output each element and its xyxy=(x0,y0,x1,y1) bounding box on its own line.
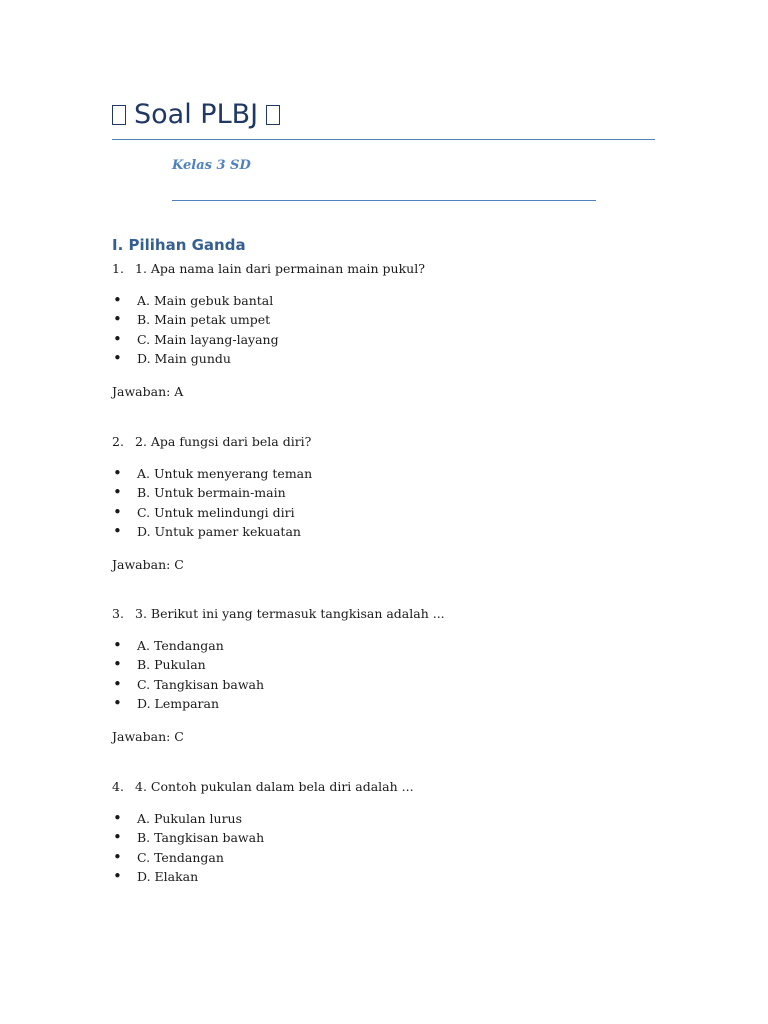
bullet-icon: • xyxy=(113,694,122,713)
section-heading: I. Pilihan Ganda xyxy=(112,236,246,254)
page-title-text: Soal PLBJ xyxy=(134,99,259,130)
bullet-icon: • xyxy=(113,502,122,521)
option-label: C. Tendangan xyxy=(137,849,224,865)
answer-text: Jawaban: A xyxy=(112,383,184,399)
question-4 xyxy=(112,777,672,886)
bullet-icon: • xyxy=(113,655,122,674)
option-item xyxy=(112,867,672,886)
bullet-icon: • xyxy=(113,867,122,886)
question-text: 2. Apa fungsi dari bela diri? xyxy=(135,433,312,449)
option-label: B. Pukulan xyxy=(137,657,206,673)
option-list xyxy=(112,809,672,886)
title-divider xyxy=(112,139,655,140)
option-label: B. Untuk bermain-main xyxy=(137,485,286,501)
bullet-icon: • xyxy=(113,349,122,368)
option-item xyxy=(112,828,672,847)
option-label: A. Untuk menyerang teman xyxy=(137,466,313,482)
option-item xyxy=(112,655,672,674)
bullet-icon: • xyxy=(113,464,122,483)
option-label: B. Tangkisan bawah xyxy=(137,830,265,846)
bullet-icon: • xyxy=(113,636,122,655)
option-item xyxy=(112,503,672,522)
option-item xyxy=(112,464,672,483)
bullet-icon: • xyxy=(113,310,122,329)
option-label: C. Main layang-layang xyxy=(137,331,279,347)
option-list xyxy=(112,464,672,541)
page-title xyxy=(112,96,655,134)
missing-glyph-icon xyxy=(266,105,280,125)
option-label: C. Tangkisan bawah xyxy=(137,676,265,692)
question-number: 1. xyxy=(112,260,124,276)
question-text: 3. Berikut ini yang termasuk tangkisan adalah ... xyxy=(135,605,445,621)
option-item xyxy=(112,310,672,329)
question-number: 3. xyxy=(112,605,124,621)
option-item xyxy=(112,694,672,713)
option-item xyxy=(112,809,672,828)
subtitle: Kelas 3 SD xyxy=(172,158,251,173)
missing-glyph-icon xyxy=(112,105,126,125)
bullet-icon: • xyxy=(113,329,122,348)
option-item xyxy=(112,522,672,541)
option-item xyxy=(112,848,672,867)
option-label: C. Untuk melindungi diri xyxy=(137,504,295,520)
question-line xyxy=(112,604,672,622)
option-item xyxy=(112,330,672,349)
option-label: D. Main gundu xyxy=(137,351,231,367)
option-label: B. Main petak umpet xyxy=(137,312,271,328)
question-text: 1. Apa nama lain dari permainan main pukul? xyxy=(135,260,425,276)
question-line xyxy=(112,259,672,277)
answer-text: Jawaban: C xyxy=(112,556,184,572)
option-item xyxy=(112,636,672,655)
bullet-icon: • xyxy=(113,522,122,541)
option-list xyxy=(112,291,672,368)
question-2 xyxy=(112,432,672,573)
question-number: 4. xyxy=(112,778,124,794)
bullet-icon: • xyxy=(113,828,122,847)
option-label: D. Elakan xyxy=(137,869,199,885)
bullet-icon: • xyxy=(113,847,122,866)
option-item xyxy=(112,291,672,310)
option-label: A. Pukulan lurus xyxy=(137,811,243,827)
option-label: A. Tendangan xyxy=(137,638,224,654)
question-1 xyxy=(112,259,672,400)
question-text: 4. Contoh pukulan dalam bela diri adalah ... xyxy=(135,778,414,794)
answer-text: Jawaban: C xyxy=(112,728,184,744)
bullet-icon: • xyxy=(113,809,122,828)
option-item xyxy=(112,349,672,368)
option-item xyxy=(112,483,672,502)
title-block xyxy=(112,96,655,134)
option-list xyxy=(112,636,672,713)
option-label: A. Main gebuk bantal xyxy=(137,293,274,309)
bullet-icon: • xyxy=(113,291,122,310)
bullet-icon: • xyxy=(113,674,122,693)
option-item xyxy=(112,675,672,694)
question-line xyxy=(112,432,672,450)
question-number: 2. xyxy=(112,433,124,449)
bullet-icon: • xyxy=(113,483,122,502)
option-label: D. Lemparan xyxy=(137,696,220,712)
option-label: D. Untuk pamer kekuatan xyxy=(137,524,301,540)
question-line xyxy=(112,777,672,795)
question-3 xyxy=(112,604,672,745)
subtitle-divider xyxy=(172,200,596,201)
